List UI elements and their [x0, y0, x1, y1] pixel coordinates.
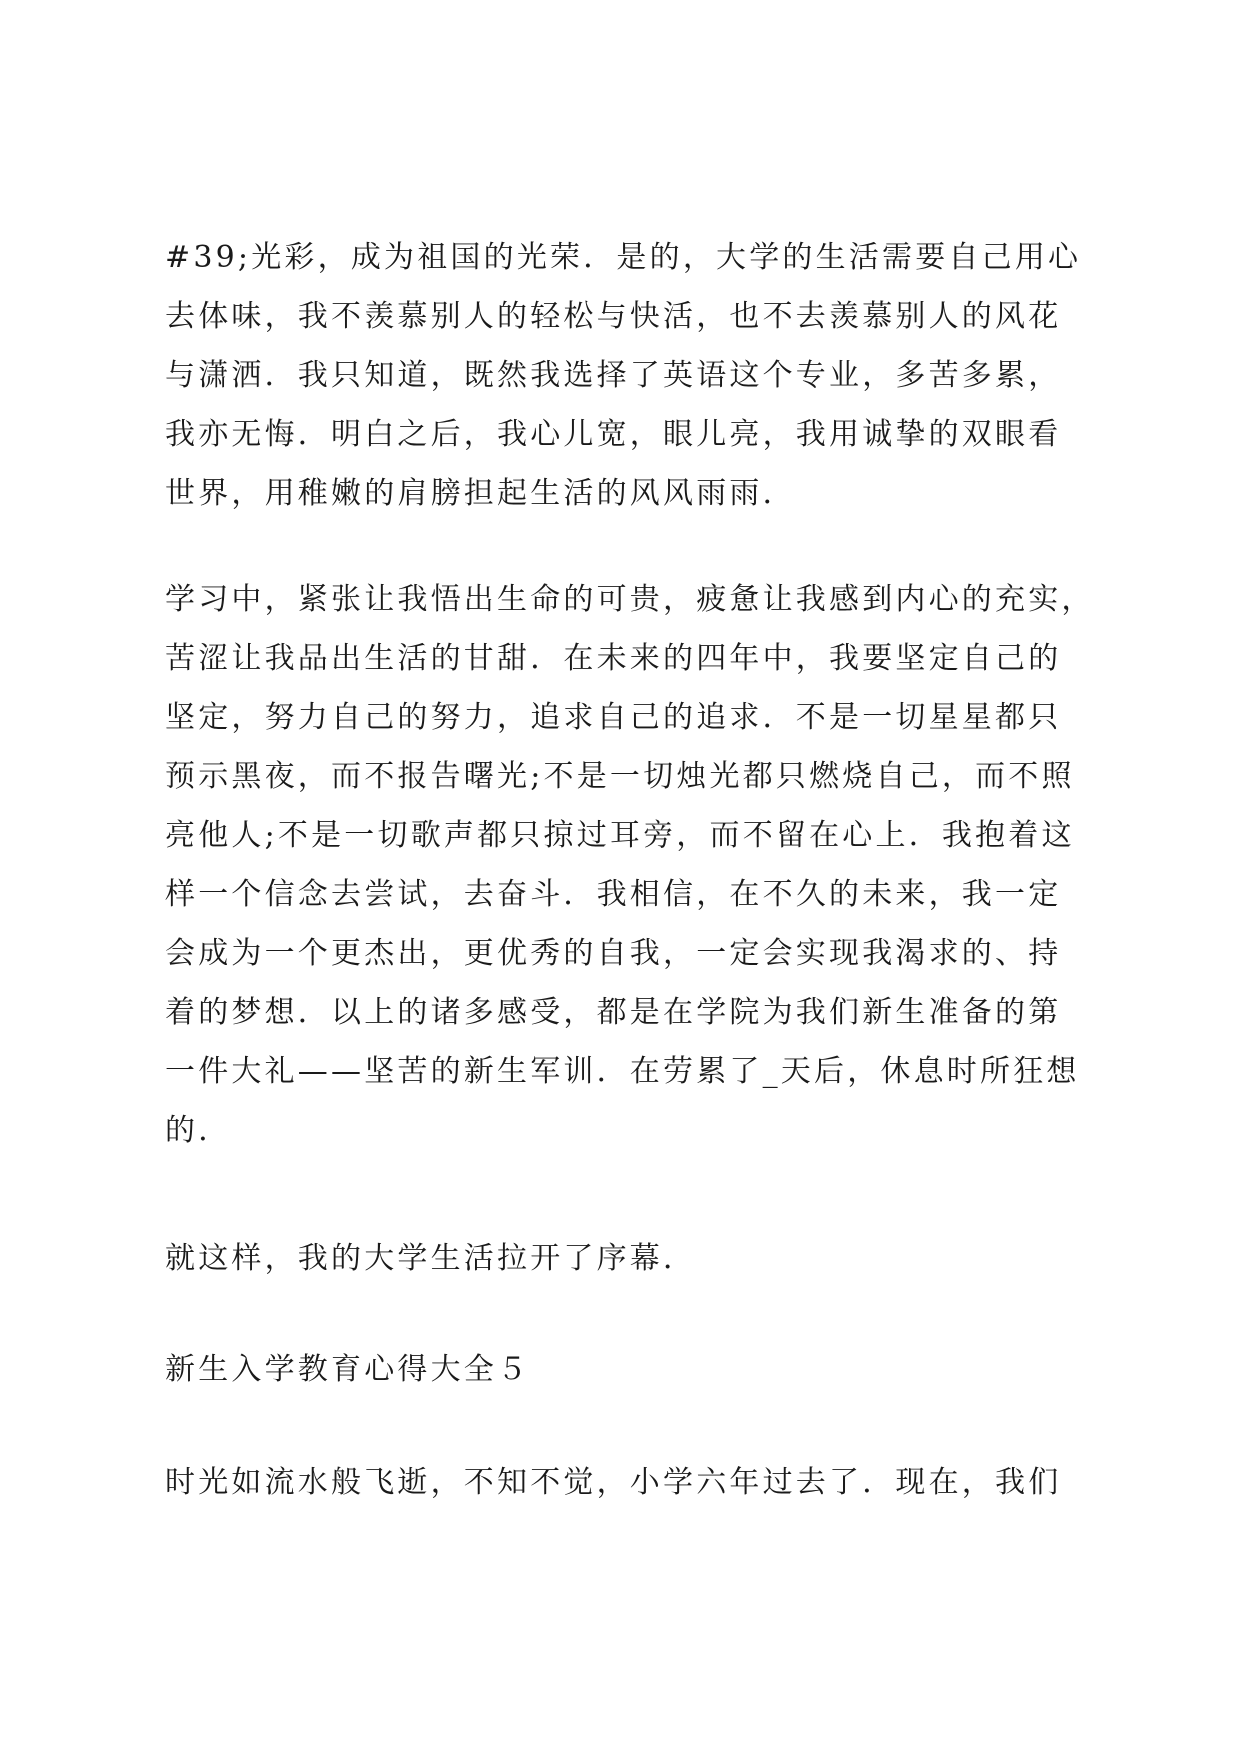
text-line: 就这样，我的大学生活拉开了序幕． — [165, 1241, 697, 1276]
text-line: 亮他人;不是一切歌声都只掠过耳旁，而不留在心上．我抱着这 — [165, 818, 1075, 853]
text-line: 学习中，紧张让我悟出生命的可贵，疲惫让我感到内心的充实， — [165, 582, 1095, 617]
paragraph — [165, 1229, 696, 1288]
paragraph — [165, 228, 1081, 523]
text-line: 着的梦想．以上的诸多感受，都是在学院为我们新生准备的第 — [165, 995, 1062, 1030]
text-line: 预示黑夜，而不报告曙光;不是一切烛光都只燃烧自己，而不照 — [165, 759, 1075, 794]
text-line: 新生入学教育心得大全５ — [165, 1352, 531, 1387]
paragraph — [165, 1453, 1061, 1512]
section-heading — [165, 1340, 530, 1399]
text-line: #39;光彩，成为祖国的光荣．是的，大学的生活需要自己用心 — [165, 240, 1082, 275]
text-line: 会成为一个更杰出，更优秀的自我，一定会实现我渴求的、持 — [165, 936, 1062, 971]
text-line: 一件大礼——坚苦的新生军训．在劳累了_天后，休息时所狂想 — [165, 1054, 1080, 1089]
text-line: 苦涩让我品出生活的甘甜．在未来的四年中，我要坚定自己的 — [165, 641, 1062, 676]
text-line: 坚定，努力自己的努力，追求自己的追求．不是一切星星都只 — [165, 700, 1062, 735]
text-line: 与潇洒．我只知道，既然我选择了英语这个专业，多苦多累， — [165, 358, 1062, 393]
text-line: 世界，用稚嫩的肩膀担起生活的风风雨雨． — [165, 476, 796, 511]
paragraph — [165, 570, 1095, 1160]
text-line: 我亦无悔．明白之后，我心儿宽，眼儿亮，我用诚挚的双眼看 — [165, 417, 1062, 452]
text-line: 时光如流水般飞逝，不知不觉，小学六年过去了．现在，我们 — [165, 1465, 1062, 1500]
text-line: 的． — [165, 1113, 232, 1148]
text-line: 样一个信念去尝试，去奋斗．我相信，在不久的未来，我一定 — [165, 877, 1062, 912]
text-line: 去体味，我不羡慕别人的轻松与快活，也不去羡慕别人的风花 — [165, 299, 1062, 334]
